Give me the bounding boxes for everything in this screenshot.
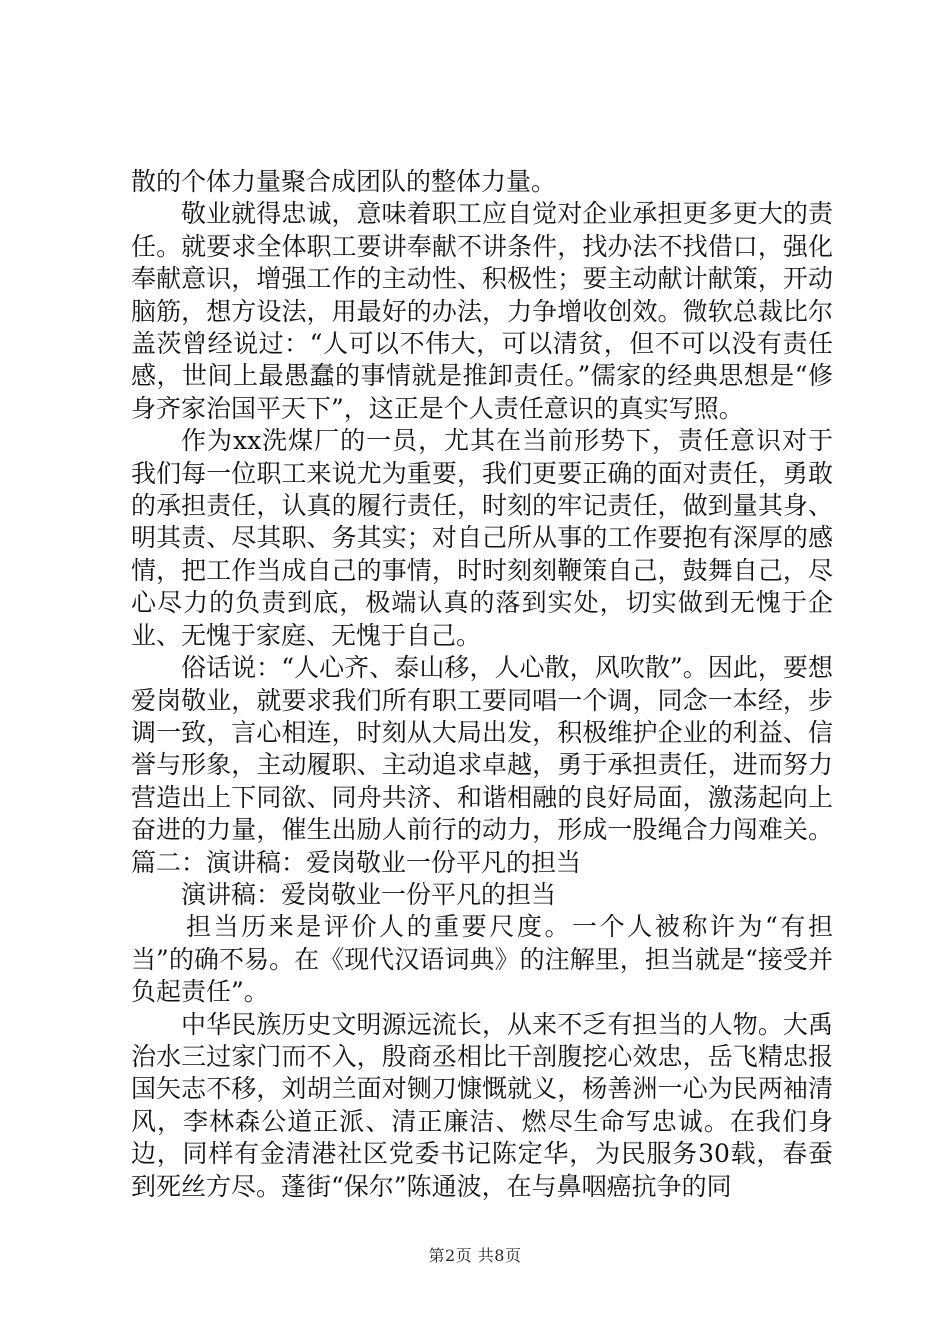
paragraph-7: 中华民族历史文明源远流长，从来不乏有担当的人物。大禹治水三过家门而不入，殷商丞相比干剖腹挖心效忠，岳飞精忠报国矢志不移，刘胡兰面对铡刀慷慨就义，杨善洲一心为民两袖清风，李林森公道正派、清正廉洁、燃尽生命写忠诚。在我们身边，同样有金清港社区党委书记陈定华，为民服务30载，春蚕到死丝方尽。蓬街“保尔”陈通波，在与鼻咽癌抗争的同 [131,1009,833,1201]
paragraph-6: 担当历来是评价人的重要尺度。一个人被称许为“有担当”的确不易。在《现代汉语词典》的注解里，担当就是“接受并负起责任”。 [131,912,833,1007]
document-body [131,166,833,1203]
paragraph-2: 敬业就得忠诚，意味着职工应自觉对企业承担更多更大的责任。就要求全体职工要讲奉献不讲条件，找办法不找借口，强化奉献意识，增强工作的主动性、积极性；要主动献计献策，开动脑筋，想方设法，用最好的办法，力争增收创效。微软总裁比尔盖茨曾经说过：“人可以不伟大，可以清贫，但不可以没有责任感，世间上最愚蠢的事情就是推卸责任。”儒家的经典思想是“修身齐家治国平天下”，这正是个人责任意识的真实写照。 [131,199,833,423]
speech-title-line: 演讲稿：爱岗敬业一份平凡的担当 [181,879,557,909]
page-footer: 第2页 共8页 [428,1246,522,1265]
paragraph-3: 作为xx洗煤厂的一员，尤其在当前形势下，责任意识对于我们每一位职工来说尤为重要，我们更要正确的面对责任，勇敢的承担责任，认真的履行责任，时刻的牢记责任，做到量其身、明其责、尽其职、务其实；对自己所从事的工作要抱有深厚的感情，把工作当成自己的事情，时时刻刻鞭策自己，鼓舞自己，尽心尽力的负责到底，极端认真的落到实处，切实做到无愧于企业、无愧于家庭、无愧于自己。 [131,426,833,650]
paragraph-1: 散的个体力量聚合成团队的整体力量。 [131,167,557,196]
paragraph-4: 俗话说：“人心齐、泰山移，人心散，风吹散”。因此，要想爱岗敬业，就要求我们所有职工要同唱一个调，同念一本经，步调一致，言心相连，时刻从大局出发，积极维护企业的利益、信誉与形象，主动履职、主动追求卓越，勇于承担责任，进而努力营造出上下同欲、同舟共济、和谐相融的良好局面，激荡起向上奋进的力量，催生出励人前行的动力，形成一股绳合力闯难关。篇二：演讲稿：爱岗敬业一份平凡的担当 [131,653,833,877]
